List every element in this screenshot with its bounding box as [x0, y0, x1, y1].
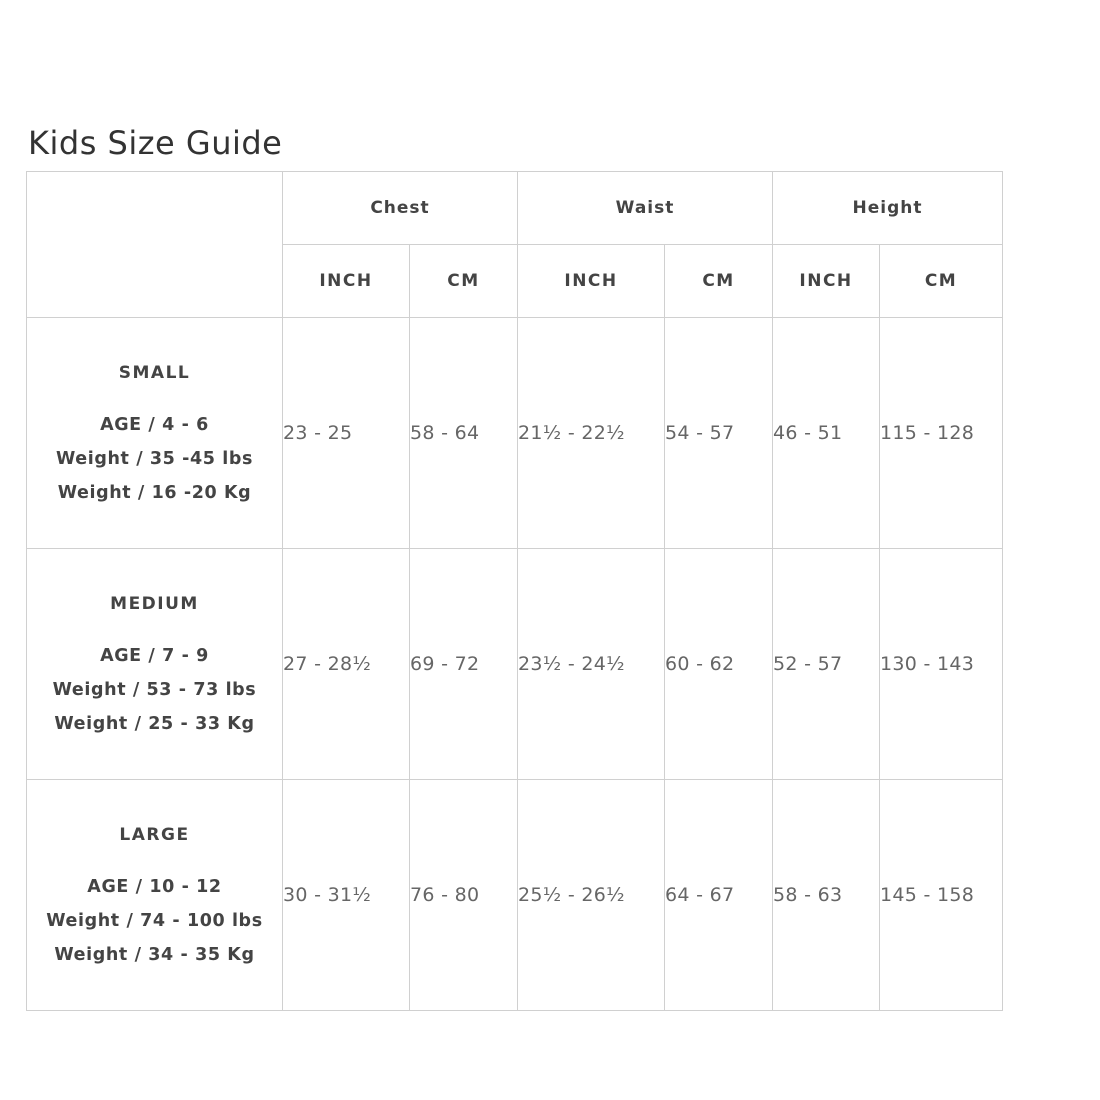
- header-height: Height: [773, 172, 1003, 245]
- page-title: Kids Size Guide: [28, 124, 283, 162]
- size-age: AGE / 7 - 9: [100, 646, 209, 666]
- unit-chest-cm: CM: [410, 245, 518, 318]
- unit-height-cm: CM: [880, 245, 1003, 318]
- header-group-row: [27, 172, 1003, 245]
- header-empty-cell: [27, 172, 283, 318]
- chest-cm-value: 58 - 64: [410, 318, 518, 549]
- chest-inch-value: 23 - 25: [283, 318, 410, 549]
- size-label-cell: [27, 549, 283, 780]
- unit-height-inch: INCH: [773, 245, 880, 318]
- waist-cm-value: 54 - 57: [665, 318, 773, 549]
- size-weight-kg: Weight / 34 - 35 Kg: [54, 945, 255, 965]
- waist-inch-value: 25½ - 26½: [518, 780, 665, 1011]
- header-chest: Chest: [283, 172, 518, 245]
- chest-inch-value: 27 - 28½: [283, 549, 410, 780]
- chest-cm-value: 76 - 80: [410, 780, 518, 1011]
- size-name: LARGE: [119, 825, 190, 845]
- table-row-large: [27, 780, 1003, 1011]
- height-inch-value: 58 - 63: [773, 780, 880, 1011]
- unit-waist-cm: CM: [665, 245, 773, 318]
- height-cm-value: 130 - 143: [880, 549, 1003, 780]
- header-waist: Waist: [518, 172, 773, 245]
- size-guide-table: [26, 171, 1003, 1011]
- table-row-small: [27, 318, 1003, 549]
- size-weight-kg: Weight / 16 -20 Kg: [57, 483, 252, 503]
- size-weight-lbs: Weight / 53 - 73 lbs: [52, 680, 257, 700]
- size-label-cell: [27, 780, 283, 1011]
- height-cm-value: 145 - 158: [880, 780, 1003, 1011]
- waist-inch-value: 23½ - 24½: [518, 549, 665, 780]
- chest-inch-value: 30 - 31½: [283, 780, 410, 1011]
- size-age: AGE / 4 - 6: [100, 415, 209, 435]
- size-weight-lbs: Weight / 35 -45 lbs: [56, 449, 253, 469]
- height-inch-value: 52 - 57: [773, 549, 880, 780]
- size-age: AGE / 10 - 12: [87, 877, 222, 897]
- height-cm-value: 115 - 128: [880, 318, 1003, 549]
- unit-waist-inch: INCH: [518, 245, 665, 318]
- size-label-cell: [27, 318, 283, 549]
- unit-chest-inch: INCH: [283, 245, 410, 318]
- size-name: SMALL: [118, 363, 191, 383]
- chest-cm-value: 69 - 72: [410, 549, 518, 780]
- size-weight-kg: Weight / 25 - 33 Kg: [54, 714, 255, 734]
- waist-cm-value: 64 - 67: [665, 780, 773, 1011]
- table-row-medium: [27, 549, 1003, 780]
- size-weight-lbs: Weight / 74 - 100 lbs: [46, 911, 263, 931]
- waist-cm-value: 60 - 62: [665, 549, 773, 780]
- waist-inch-value: 21½ - 22½: [518, 318, 665, 549]
- size-name: MEDIUM: [110, 594, 199, 614]
- height-inch-value: 46 - 51: [773, 318, 880, 549]
